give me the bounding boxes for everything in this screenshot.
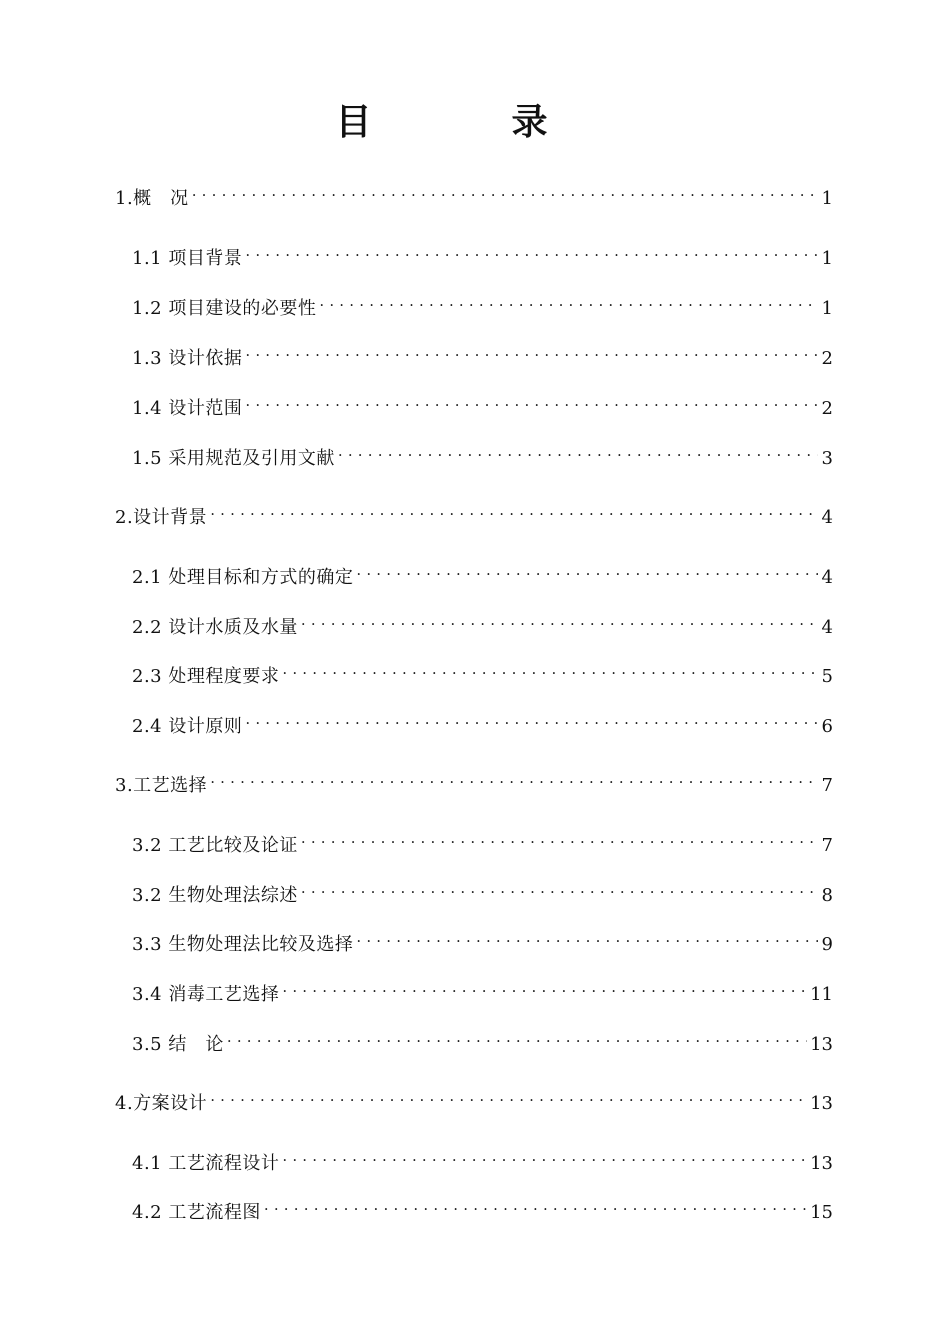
toc-entry-label: 2.4 设计原则	[132, 716, 243, 737]
toc-entry-label: 2.设计背景	[115, 507, 208, 528]
toc-dot-leader	[338, 438, 818, 464]
toc-entry[interactable]	[132, 607, 833, 638]
toc-entry[interactable]	[132, 1143, 833, 1174]
toc-dot-leader	[282, 974, 807, 1000]
toc-entry[interactable]	[132, 825, 833, 856]
toc-entry-page-number: 7	[821, 835, 833, 856]
toc-entry-label: 3.2 工艺比较及论证	[132, 835, 298, 856]
toc-entry-page-number: 4	[821, 617, 833, 638]
toc-entry[interactable]	[132, 875, 833, 906]
toc-entry[interactable]	[132, 1024, 833, 1055]
toc-entry[interactable]	[132, 238, 833, 269]
toc-entry-label: 1.2 项目建设的必要性	[132, 298, 317, 319]
toc-entry-page-number: 3	[821, 448, 833, 469]
toc-dot-leader	[227, 1024, 807, 1050]
toc-entry-page-number: 8	[821, 885, 833, 906]
toc-entry[interactable]	[132, 924, 833, 955]
toc-dot-leader	[301, 825, 818, 851]
page-title: 目 录	[335, 102, 600, 143]
toc-entry[interactable]	[132, 288, 833, 319]
toc-entry-label: 4.1 工艺流程设计	[132, 1153, 280, 1174]
toc-dot-leader	[210, 765, 818, 791]
toc-entry-label: 4.方案设计	[115, 1093, 208, 1114]
toc-entry-label: 1.概 况	[115, 188, 189, 209]
toc-entry-page-number: 1	[821, 298, 833, 319]
toc-dot-leader	[210, 1083, 807, 1109]
toc-entry-page-number: 5	[821, 666, 833, 687]
toc-entry-label: 4.2 工艺流程图	[132, 1202, 261, 1223]
toc-entry-page-number: 7	[821, 775, 833, 796]
toc-entry-label: 1.4 设计范围	[132, 398, 243, 419]
toc-entry[interactable]	[115, 1083, 833, 1114]
toc-entry-label: 3.3 生物处理法比较及选择	[132, 934, 354, 955]
toc-entry[interactable]	[132, 1192, 833, 1223]
toc-entry[interactable]	[132, 557, 833, 588]
toc-dot-leader	[356, 924, 818, 950]
toc-dot-leader	[245, 338, 818, 364]
toc-entry-label: 1.1 项目背景	[132, 248, 243, 269]
toc-entry[interactable]	[132, 438, 833, 469]
toc-entry-label: 3.4 消毒工艺选择	[132, 984, 280, 1005]
toc-dot-leader	[356, 557, 818, 583]
toc-entry-label: 1.5 采用规范及引用文献	[132, 448, 335, 469]
toc-entry[interactable]	[132, 706, 833, 737]
toc-dot-leader	[264, 1192, 807, 1218]
toc-dot-leader	[245, 706, 818, 732]
toc-entry-label: 3.5 结 论	[132, 1034, 224, 1055]
toc-dot-leader	[245, 238, 818, 264]
toc-entry-page-number: 13	[810, 1093, 833, 1114]
toc-entry-label: 1.3 设计依据	[132, 348, 243, 369]
toc-entry-page-number: 1	[821, 188, 833, 209]
toc-entry-page-number: 13	[810, 1153, 833, 1174]
toc-dot-leader	[282, 656, 818, 682]
toc-entry-page-number: 1	[821, 248, 833, 269]
toc-dot-leader	[210, 497, 818, 523]
toc-entry[interactable]	[132, 388, 833, 419]
toc-entry-page-number: 13	[810, 1034, 833, 1055]
toc-dot-leader	[282, 1143, 807, 1169]
toc-entry-page-number: 11	[810, 984, 833, 1005]
toc-entry-page-number: 15	[810, 1202, 833, 1223]
toc-entry-label: 3.工艺选择	[115, 775, 208, 796]
toc-entry-page-number: 4	[821, 507, 833, 528]
toc-dot-leader	[301, 607, 818, 633]
toc-dot-leader	[192, 178, 818, 204]
toc-entry-label: 2.1 处理目标和方式的确定	[132, 567, 354, 588]
toc-entry-label: 2.3 处理程度要求	[132, 666, 280, 687]
toc-entry-label: 2.2 设计水质及水量	[132, 617, 298, 638]
toc-entry[interactable]	[115, 178, 833, 209]
toc-entry[interactable]	[132, 656, 833, 687]
toc-entry[interactable]	[132, 974, 833, 1005]
toc-entry[interactable]	[115, 497, 833, 528]
toc-entry-page-number: 9	[821, 934, 833, 955]
toc-entry-page-number: 2	[821, 348, 833, 369]
toc-entry-page-number: 6	[821, 716, 833, 737]
toc-entry-page-number: 4	[821, 567, 833, 588]
toc-dot-leader	[319, 288, 818, 314]
toc-dot-leader	[301, 875, 818, 901]
toc-entry-label: 3.2 生物处理法综述	[132, 885, 298, 906]
toc-entry-page-number: 2	[821, 398, 833, 419]
toc-entry[interactable]	[115, 765, 833, 796]
toc-entry[interactable]	[132, 338, 833, 369]
toc-dot-leader	[245, 388, 818, 414]
